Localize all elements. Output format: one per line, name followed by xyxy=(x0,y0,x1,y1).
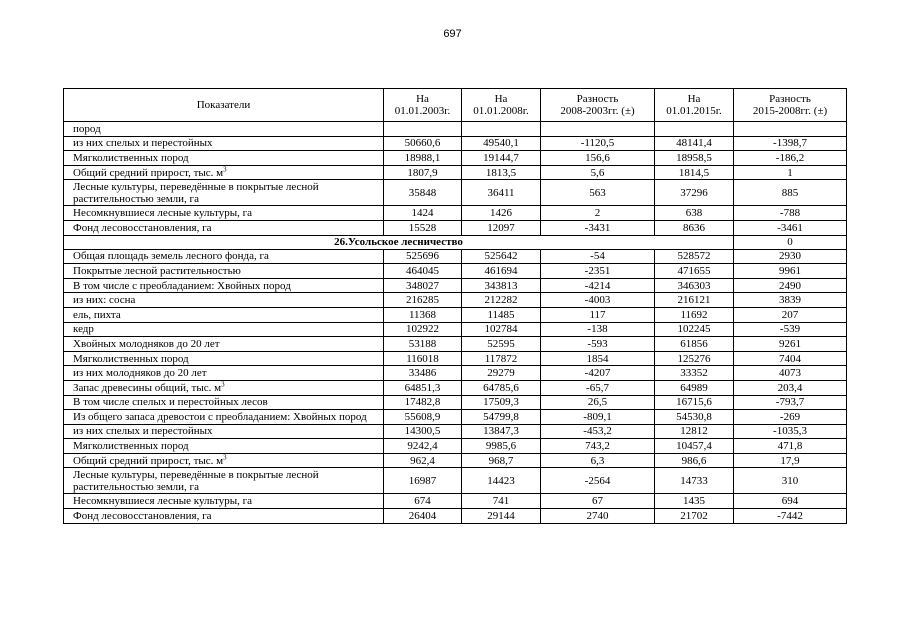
row-label: пород xyxy=(64,122,384,137)
table-row xyxy=(64,439,847,454)
row-label: из них: сосна xyxy=(64,293,384,308)
table-row xyxy=(64,293,847,308)
cell-value: 2740 xyxy=(541,509,655,524)
cell-value: 29279 xyxy=(462,366,541,381)
row-label: В том числе спелых и перестойных лесов xyxy=(64,395,384,410)
row-label: Общий средний прирост, тыс. $м^3$ xyxy=(64,453,384,468)
cell-value: 986,6 xyxy=(655,453,734,468)
row-label: Несомкнувшиеся лесные культуры, га xyxy=(64,206,384,221)
table-row xyxy=(64,380,847,395)
cell-value: 674 xyxy=(384,494,462,509)
cell-value: 1814,5 xyxy=(655,165,734,180)
row-label: Фонд лесовосстановления, га xyxy=(64,220,384,235)
cell-value: 885 xyxy=(734,180,847,206)
forest-fund-table xyxy=(63,88,847,524)
header-2003: На 01.01.2003г. xyxy=(384,89,462,122)
cell-value: 26404 xyxy=(384,509,462,524)
page-number: 697 xyxy=(443,28,462,40)
table-row xyxy=(64,453,847,468)
cell-value: 638 xyxy=(655,206,734,221)
cell-value: 15528 xyxy=(384,220,462,235)
unit-superscript: 3 xyxy=(223,164,227,173)
cell-value: -1120,5 xyxy=(541,136,655,151)
cell-value: 50660,6 xyxy=(384,136,462,151)
cell-value: 116018 xyxy=(384,351,462,366)
table-header xyxy=(64,89,847,122)
table-row xyxy=(64,494,847,509)
cell-value: 343813 xyxy=(462,278,541,293)
row-label: из них молодняков до 20 лет xyxy=(64,366,384,381)
cell-value: 207 xyxy=(734,307,847,322)
table-row xyxy=(64,322,847,337)
cell-value: 348027 xyxy=(384,278,462,293)
cell-value: -1398,7 xyxy=(734,136,847,151)
table-row xyxy=(64,165,847,180)
cell-value: 464045 xyxy=(384,264,462,279)
row-label: ель, пихта xyxy=(64,307,384,322)
cell-value: 17,9 xyxy=(734,453,847,468)
cell-value: 1426 xyxy=(462,206,541,221)
header-indicator: Показатели xyxy=(64,89,384,122)
cell-value: 694 xyxy=(734,494,847,509)
cell-value: 29144 xyxy=(462,509,541,524)
section-header-row xyxy=(64,235,847,249)
cell-value: 49540,1 xyxy=(462,136,541,151)
header-diff-2015-2008: Разность 2015-2008гг. (±) xyxy=(734,89,847,122)
cell-value: 216121 xyxy=(655,293,734,308)
cell-value: 11368 xyxy=(384,307,462,322)
cell-value: 21702 xyxy=(655,509,734,524)
cell-value: 18958,5 xyxy=(655,151,734,166)
table-row xyxy=(64,337,847,352)
cell-value: 16987 xyxy=(384,468,462,494)
cell-value: 54799,8 xyxy=(462,410,541,425)
table-row xyxy=(64,509,847,524)
cell-value: 9985,6 xyxy=(462,439,541,454)
cell-value: 3839 xyxy=(734,293,847,308)
cell-value: -809,1 xyxy=(541,410,655,425)
cell-value: 11485 xyxy=(462,307,541,322)
table-row xyxy=(64,351,847,366)
header-2015: На 01.01.2015г. xyxy=(655,89,734,122)
row-label: Из общего запаса древостои с преобладанием: Хвойных пород xyxy=(64,410,384,425)
header-diff-2008-2003: Разность 2008-2003гг. (±) xyxy=(541,89,655,122)
cell-value: 19144,7 xyxy=(462,151,541,166)
cell-value: 310 xyxy=(734,468,847,494)
cell-value xyxy=(734,122,847,137)
cell-value: 35848 xyxy=(384,180,462,206)
cell-value: 52595 xyxy=(462,337,541,352)
cell-value: -7442 xyxy=(734,509,847,524)
cell-value: 461694 xyxy=(462,264,541,279)
cell-value: -138 xyxy=(541,322,655,337)
table-row xyxy=(64,136,847,151)
cell-value: 1 xyxy=(734,165,847,180)
row-label: Покрытые лесной растительностью xyxy=(64,264,384,279)
cell-value: 346303 xyxy=(655,278,734,293)
cell-value: 203,4 xyxy=(734,380,847,395)
cell-value: 968,7 xyxy=(462,453,541,468)
cell-value: -2564 xyxy=(541,468,655,494)
cell-value: 67 xyxy=(541,494,655,509)
row-label: Запас древесины общий, тыс. $м^3$ xyxy=(64,380,384,395)
cell-value: -788 xyxy=(734,206,847,221)
table-row xyxy=(64,264,847,279)
row-label: В том числе с преобладанием: Хвойных пород xyxy=(64,278,384,293)
cell-value: 64989 xyxy=(655,380,734,395)
header-2008: На 01.01.2008г. xyxy=(462,89,541,122)
cell-value: 1424 xyxy=(384,206,462,221)
cell-value: 61856 xyxy=(655,337,734,352)
cell-value: 1807,9 xyxy=(384,165,462,180)
cell-value: 525642 xyxy=(462,249,541,264)
cell-value: 16715,6 xyxy=(655,395,734,410)
section-title: 26.Усольское лесничество xyxy=(64,235,734,249)
table-row xyxy=(64,122,847,137)
table-row xyxy=(64,278,847,293)
cell-value: 9261 xyxy=(734,337,847,352)
cell-value: 18988,1 xyxy=(384,151,462,166)
cell-value: -269 xyxy=(734,410,847,425)
cell-value: -539 xyxy=(734,322,847,337)
cell-value: 2490 xyxy=(734,278,847,293)
row-label: Общая площадь земель лесного фонда, га xyxy=(64,249,384,264)
row-label: Фонд лесовосстановления, га xyxy=(64,509,384,524)
cell-value: 1813,5 xyxy=(462,165,541,180)
cell-value: 6,3 xyxy=(541,453,655,468)
row-label: Мягколиственных пород xyxy=(64,151,384,166)
cell-value: 102245 xyxy=(655,322,734,337)
cell-value: -593 xyxy=(541,337,655,352)
cell-value: 10457,4 xyxy=(655,439,734,454)
table-row xyxy=(64,395,847,410)
cell-value: 14300,5 xyxy=(384,424,462,439)
cell-value: 102784 xyxy=(462,322,541,337)
cell-value: 7404 xyxy=(734,351,847,366)
cell-value: 2930 xyxy=(734,249,847,264)
cell-value: 4073 xyxy=(734,366,847,381)
cell-value: 26,5 xyxy=(541,395,655,410)
cell-value: 125276 xyxy=(655,351,734,366)
row-label: Мягколиственных пород xyxy=(64,439,384,454)
cell-value: 156,6 xyxy=(541,151,655,166)
cell-value: 1435 xyxy=(655,494,734,509)
cell-value: -186,2 xyxy=(734,151,847,166)
table-row xyxy=(64,366,847,381)
table-row xyxy=(64,307,847,322)
cell-value: 53188 xyxy=(384,337,462,352)
cell-value: 216285 xyxy=(384,293,462,308)
row-label: Общий средний прирост, тыс. $м^3$ xyxy=(64,165,384,180)
cell-value: 962,4 xyxy=(384,453,462,468)
cell-value xyxy=(384,122,462,137)
row-label: Несомкнувшиеся лесные культуры, га xyxy=(64,494,384,509)
table-row xyxy=(64,410,847,425)
cell-value: -1035,3 xyxy=(734,424,847,439)
cell-value: -2351 xyxy=(541,264,655,279)
row-label: Хвойных молодняков до 20 лет xyxy=(64,337,384,352)
cell-value: 8636 xyxy=(655,220,734,235)
cell-value: 212282 xyxy=(462,293,541,308)
cell-value: 33352 xyxy=(655,366,734,381)
row-label: из них спелых и перестойных xyxy=(64,136,384,151)
cell-value: 36411 xyxy=(462,180,541,206)
row-label: Лесные культуры, переведённые в покрытые лесной растительностью земли, га xyxy=(64,180,384,206)
cell-value xyxy=(462,122,541,137)
cell-value: 471,8 xyxy=(734,439,847,454)
cell-value: 33486 xyxy=(384,366,462,381)
cell-value: 9961 xyxy=(734,264,847,279)
cell-value: -3461 xyxy=(734,220,847,235)
cell-value: 17509,3 xyxy=(462,395,541,410)
row-label: кедр xyxy=(64,322,384,337)
row-label: Мягколиственных пород xyxy=(64,351,384,366)
cell-value: 14733 xyxy=(655,468,734,494)
row-label: из них спелых и перестойных xyxy=(64,424,384,439)
cell-value: 17482,8 xyxy=(384,395,462,410)
cell-value: 2 xyxy=(541,206,655,221)
cell-value: 743,2 xyxy=(541,439,655,454)
cell-value: 102922 xyxy=(384,322,462,337)
table-row xyxy=(64,220,847,235)
table-row xyxy=(64,151,847,166)
row-label: Лесные культуры, переведённые в покрытые лесной растительностью земли, га xyxy=(64,468,384,494)
cell-value: 13847,3 xyxy=(462,424,541,439)
cell-value: 64851,3 xyxy=(384,380,462,395)
cell-value: 9242,4 xyxy=(384,439,462,454)
table-row xyxy=(64,180,847,206)
cell-value: 37296 xyxy=(655,180,734,206)
cell-value: 48141,4 xyxy=(655,136,734,151)
cell-value: -453,2 xyxy=(541,424,655,439)
cell-value: 117872 xyxy=(462,351,541,366)
cell-value: 1854 xyxy=(541,351,655,366)
table-row xyxy=(64,424,847,439)
cell-value xyxy=(655,122,734,137)
cell-value: 525696 xyxy=(384,249,462,264)
cell-value: 12812 xyxy=(655,424,734,439)
cell-value: -4003 xyxy=(541,293,655,308)
cell-value: -65,7 xyxy=(541,380,655,395)
cell-value: 741 xyxy=(462,494,541,509)
cell-value: 12097 xyxy=(462,220,541,235)
cell-value: 5,6 xyxy=(541,165,655,180)
table-row xyxy=(64,468,847,494)
table-row xyxy=(64,206,847,221)
unit-superscript: 3 xyxy=(223,453,227,462)
cell-value: 11692 xyxy=(655,307,734,322)
section-value: 0 xyxy=(734,235,847,249)
cell-value: 55608,9 xyxy=(384,410,462,425)
unit-superscript: 3 xyxy=(221,380,225,389)
cell-value: -3431 xyxy=(541,220,655,235)
cell-value: 117 xyxy=(541,307,655,322)
cell-value: -4207 xyxy=(541,366,655,381)
cell-value: -54 xyxy=(541,249,655,264)
cell-value: 64785,6 xyxy=(462,380,541,395)
cell-value xyxy=(541,122,655,137)
cell-value: 14423 xyxy=(462,468,541,494)
cell-value: -793,7 xyxy=(734,395,847,410)
cell-value: 563 xyxy=(541,180,655,206)
cell-value: -4214 xyxy=(541,278,655,293)
cell-value: 528572 xyxy=(655,249,734,264)
cell-value: 54530,8 xyxy=(655,410,734,425)
cell-value: 471655 xyxy=(655,264,734,279)
table-row xyxy=(64,249,847,264)
